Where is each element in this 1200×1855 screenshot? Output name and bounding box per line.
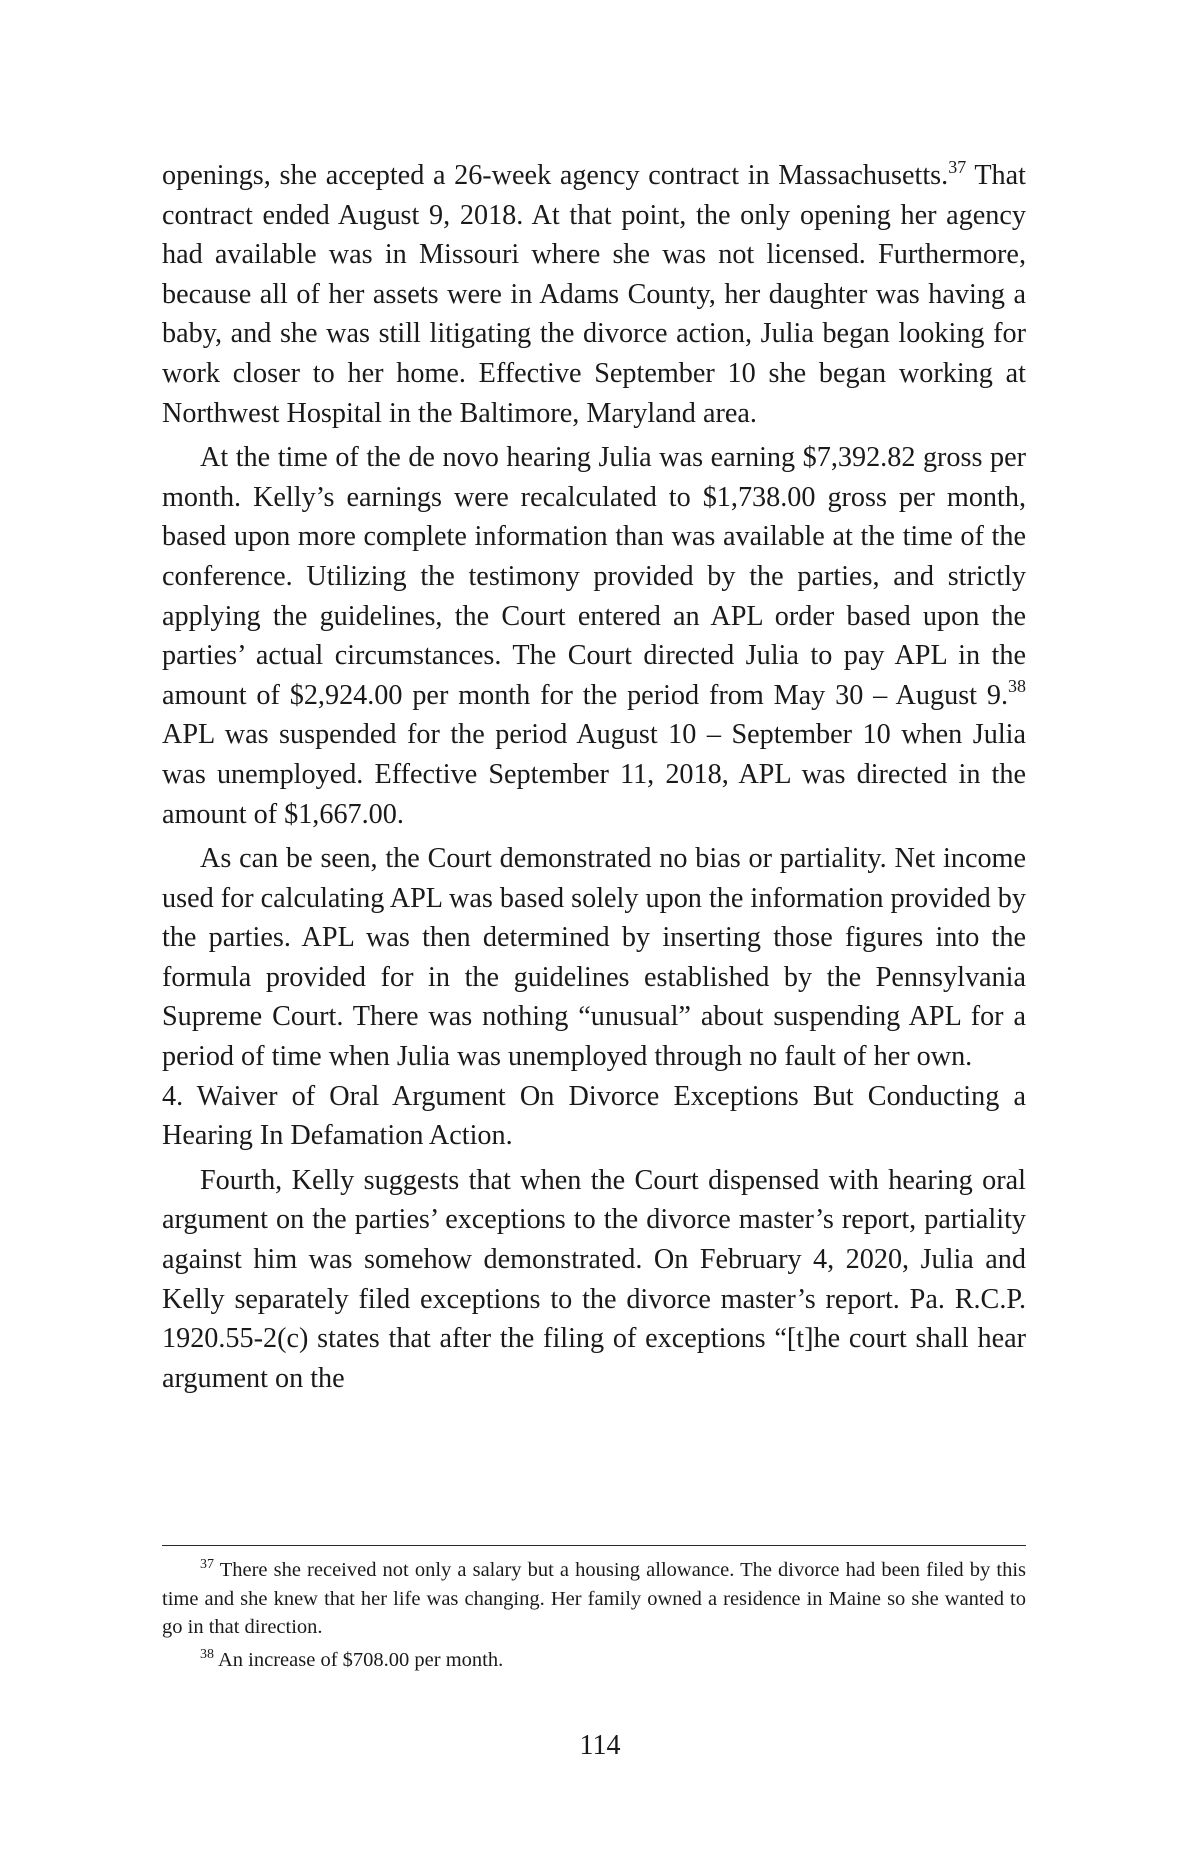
- footnote-37-text: There she received not only a salary but a housing allowance. The divorce had been filed by this time and she knew that her life was changing. Her family owned a residence in Maine so she wanted to go in that direction.: [162, 1559, 1026, 1638]
- footnote-divider: [162, 1545, 1026, 1546]
- body-text: [162, 156, 1026, 1398]
- paragraph-2: [162, 438, 1026, 834]
- paragraph-1-text-a: openings, she accepted a 26-week agency contract in Massachusetts.: [162, 160, 949, 191]
- footnotes: [162, 1556, 1026, 1674]
- paragraph-1: [162, 156, 1026, 433]
- paragraph-1-text-b: That contract ended August 9, 2018. At that point, the only opening her agency had available was in Missouri where she was not licensed. Furthermore, because all of her assets were in Adams County, her daughter was having a baby, and she was still litigating the divorce action, Julia began looking for work closer to her home. Effective September 10 she began working at Northwest Hospital in the Baltimore, Maryland area.: [162, 160, 1026, 429]
- footnote-38: [162, 1646, 1026, 1675]
- footnote-37: [162, 1556, 1026, 1642]
- paragraph-2-text-b: APL was suspended for the period August 10 – September 10 when Julia was unemployed. Effective September 11, 2018, APL was directed in the amount of $1,667.00.: [162, 719, 1026, 830]
- page-number: 114: [579, 1730, 621, 1761]
- paragraph-3: As can be seen, the Court demonstrated no bias or partiality. Net income used for calculating APL was based solely upon the information provided by the parties. APL was then determined by inserting those figures into the formula provided for in the guidelines established by the Pennsylvania Supreme Court. There was nothing “unusual” about suspending APL for a period of time when Julia was unemployed through no fault of her own.: [162, 843, 1026, 1073]
- section-heading: 4. Waiver of Oral Argument On Divorce Exceptions But Conducting a Hearing In Defamation Action.: [162, 1080, 1026, 1152]
- paragraph-4: Fourth, Kelly suggests that when the Court dispensed with hearing oral argument on the parties’ exceptions to the divorce master’s report, partiality against him was somehow demonstrated. On February 4, 2020, Julia and Kelly separately filed exceptions to the divorce master’s report. Pa. R.C.P. 1920.55-2(c) states that after the filing of exceptions “[t]he court shall hear argument on the: [162, 1164, 1026, 1394]
- footnote-37-number: 37: [200, 1557, 214, 1573]
- footnote-ref-37[interactable]: 37: [948, 156, 967, 177]
- footnote-ref-38[interactable]: 38: [1008, 676, 1026, 697]
- paragraph-2-text-a: At the time of the de novo hearing Julia was earning $7,392.82 gross per month. Kelly’s earnings were recalculated to $1,738.00 gross per month, based upon more complete information than was available at the time of the conference. Utilizing the testimony provided by the parties, and strictly applying the guidelines, the Court entered an APL order based upon the parties’ actual circumstances. The Court directed Julia to pay APL in the amount of $2,924.00 per month for the period from May 30 – August 9.: [162, 442, 1026, 711]
- footnote-38-number: 38: [200, 1646, 214, 1662]
- footnote-38-text: An increase of $708.00 per month.: [214, 1648, 504, 1671]
